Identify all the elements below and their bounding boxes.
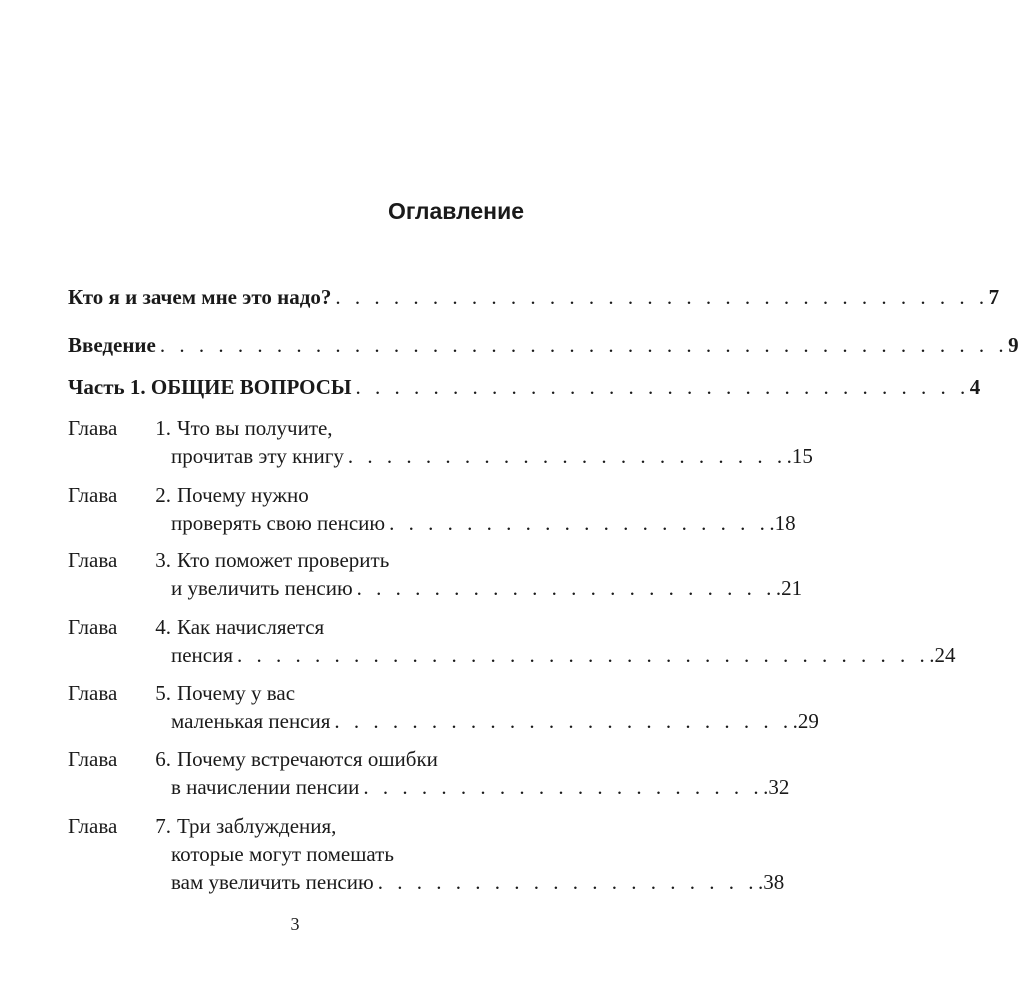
toc-chapter-4-last-line[interactable]	[171, 640, 956, 670]
toc-page-number: .38	[757, 870, 785, 894]
chapter-label: Глава	[68, 416, 118, 440]
toc-page-number: .32	[763, 775, 790, 799]
toc-entry-intro-author[interactable]	[68, 282, 1000, 312]
dot-leader: . . . . . . . . . . . . . . . . . . . .	[377, 870, 758, 894]
chapter-number: 6.	[155, 747, 171, 771]
chapter-number: 1.	[155, 416, 171, 440]
chapter-label: Глава	[68, 814, 118, 838]
toc-entry-text: Часть 1. ОБЩИЕ ВОПРОСЫ	[68, 375, 352, 399]
toc-page-number: .24	[929, 643, 956, 667]
chapter-number: 4.	[155, 615, 171, 639]
dot-leader: . . . . . . . . . . . . . . . . . . . . .	[363, 775, 764, 799]
toc-page-number: 4	[969, 375, 981, 399]
chapter-title-line: проверять свою пенсию	[171, 511, 386, 535]
chapter-title-line: и увеличить пенсию	[171, 576, 353, 600]
chapter-label: Глава	[68, 681, 118, 705]
dot-leader: . . . . . . . . . . . . . . . . . . . . . . . .	[334, 709, 793, 733]
chapter-title-line: Почему встречаются ошибки	[177, 747, 438, 771]
chapter-label: Глава	[68, 615, 118, 639]
toc-page-number: 9	[1008, 333, 1019, 357]
toc-entry-text: Введение	[68, 333, 156, 357]
toc-page-number: .15	[786, 444, 813, 468]
toc-chapter-7-heading[interactable]	[68, 811, 522, 841]
toc-chapter-5-heading[interactable]	[68, 678, 522, 708]
dot-leader: . . . . . . . . . . . . . . . . . . . .	[389, 511, 770, 535]
toc-entry-introduction[interactable]	[68, 330, 1019, 360]
dot-leader: . . . . . . . . . . . . . . . . . . . . . .	[356, 576, 776, 600]
page-number: 3	[290, 914, 300, 934]
dot-leader: . . . . . . . . . . . . . . . . . . . . . . . . . . . . . . . . . . . . . . . . . . . .	[159, 333, 1009, 357]
chapter-title-line: которые могут помешать	[171, 842, 394, 866]
chapter-number: 2.	[155, 483, 171, 507]
chapter-title-line: пенсия	[171, 643, 234, 667]
chapter-label: Глава	[68, 548, 118, 572]
toc-chapter-1-heading[interactable]	[68, 413, 522, 443]
toc-chapter-7-middle-line	[171, 839, 522, 869]
chapter-title-line: Почему у вас	[177, 681, 296, 705]
toc-entry-part-1[interactable]	[68, 372, 981, 402]
chapter-title-line: прочитав эту книгу	[171, 444, 344, 468]
toc-chapter-7-last-line[interactable]	[171, 867, 785, 897]
toc-chapter-2-heading[interactable]	[68, 480, 522, 510]
toc-page-number: 7	[988, 285, 1000, 309]
chapter-label: Глава	[68, 483, 118, 507]
chapter-number: 7.	[155, 814, 171, 838]
toc-chapter-3-last-line[interactable]	[171, 573, 803, 603]
dot-leader: . . . . . . . . . . . . . . . . . . . . . . .	[347, 444, 787, 468]
toc-chapter-6-last-line[interactable]	[171, 772, 790, 802]
toc-page-number: .21	[775, 576, 803, 600]
toc-chapter-3-heading[interactable]	[68, 545, 522, 575]
toc-page-number: .29	[792, 709, 819, 733]
chapter-number: 3.	[155, 548, 171, 572]
dot-leader: . . . . . . . . . . . . . . . . . . . . . . . . . . . . . . . . . .	[335, 285, 989, 309]
chapter-title-line: Как начисляется	[177, 615, 325, 639]
chapter-title-line: маленькая пенсия	[171, 709, 331, 733]
toc-chapter-1-last-line[interactable]	[171, 441, 813, 471]
chapter-title-line: Три заблуждения,	[177, 814, 337, 838]
dot-leader: . . . . . . . . . . . . . . . . . . . . . . . . . . . . . . . . . . . .	[237, 643, 930, 667]
toc-title: Оглавление	[387, 198, 524, 224]
chapter-label: Глава	[68, 747, 118, 771]
dot-leader: . . . . . . . . . . . . . . . . . . . . . . . . . . . . . . . .	[355, 375, 970, 399]
toc-chapter-4-heading[interactable]	[68, 612, 522, 642]
toc-entry-text: Кто я и зачем мне это надо?	[68, 285, 332, 309]
chapter-title-line: вам увеличить пенсию	[171, 870, 374, 894]
toc-page-number: .18	[769, 511, 796, 535]
chapter-number: 5.	[155, 681, 171, 705]
toc-chapter-2-last-line[interactable]	[171, 508, 796, 538]
chapter-title-line: Что вы получите,	[177, 416, 333, 440]
toc-chapter-5-last-line[interactable]	[171, 706, 819, 736]
chapter-title-line: Почему нужно	[177, 483, 309, 507]
chapter-title-line: в начислении пенсии	[171, 775, 360, 799]
toc-chapter-6-heading[interactable]	[68, 744, 522, 774]
chapter-title-line: Кто поможет проверить	[177, 548, 390, 572]
